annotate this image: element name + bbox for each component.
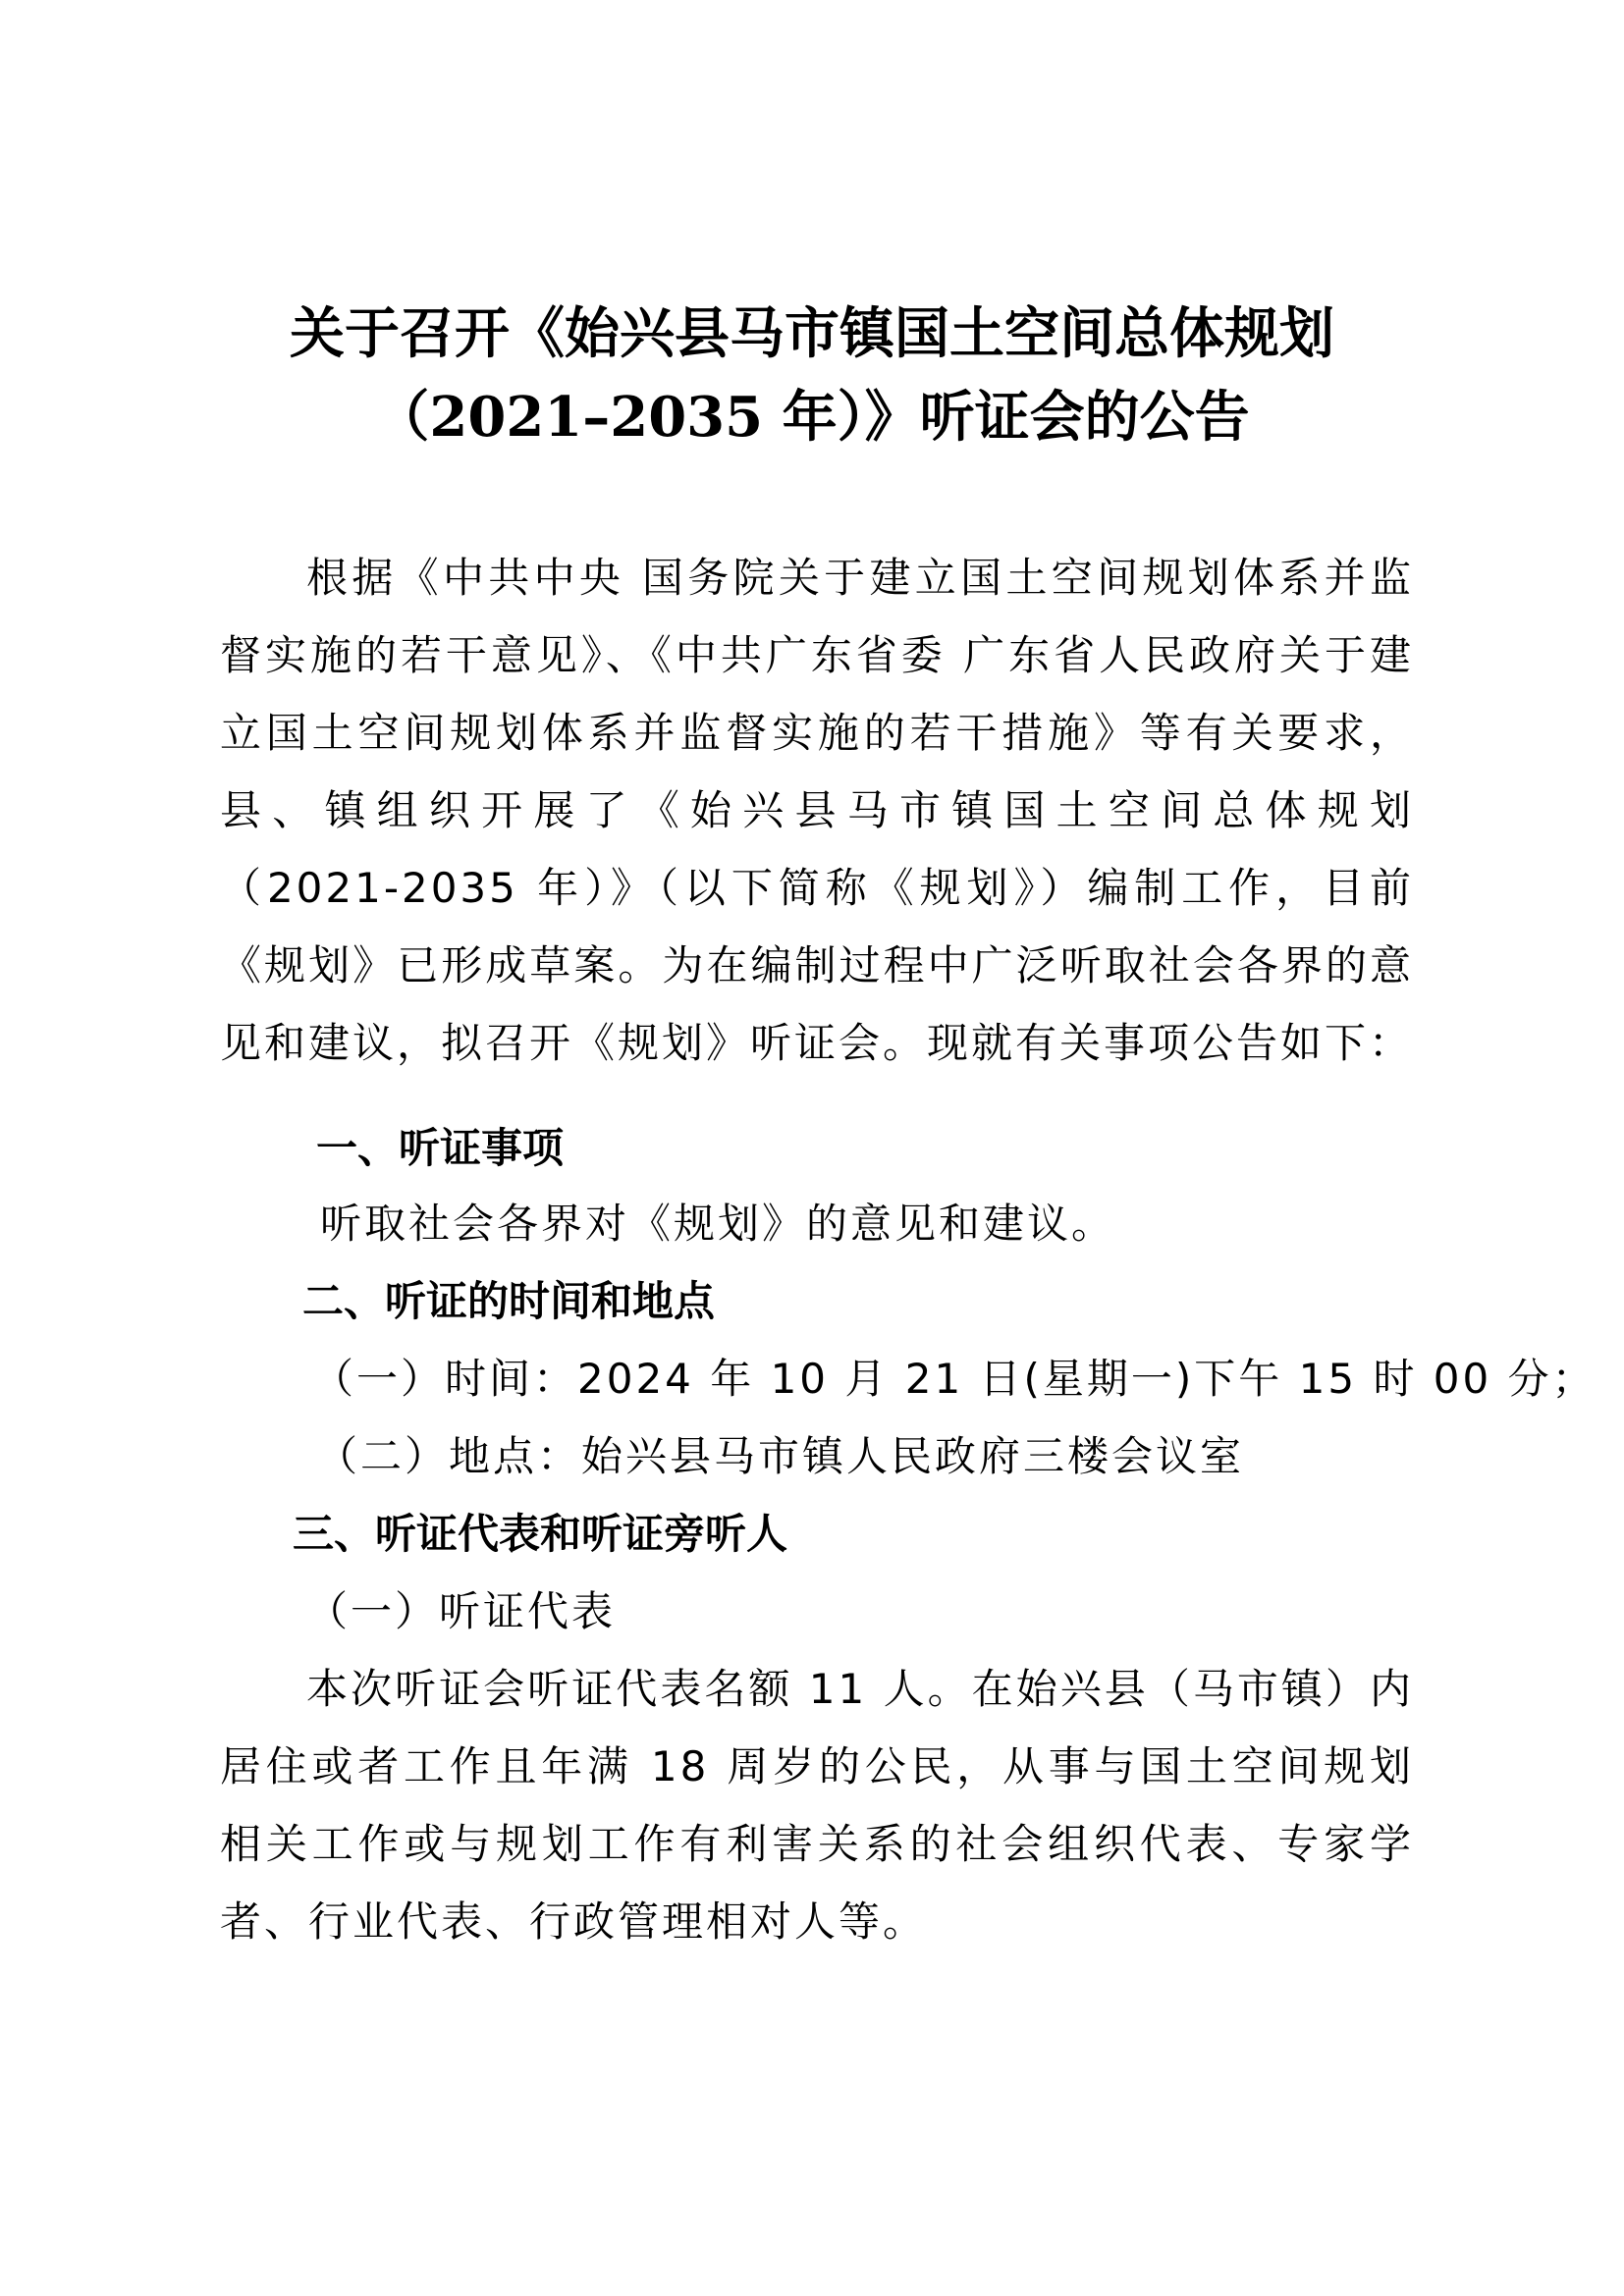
section-2-place: （二）地点：始兴县马市镇人民政府三楼会议室 [316,1432,1245,1480]
section-2-time: （一）时间：2024 年 10 月 21 日(星期一)下午 15 时 00 分； [312,1355,1597,1403]
section-3-subheading-1: （一）听证代表 [306,1587,617,1635]
section-3-text: 本次听证会听证代表名额 11 人。在始兴县（马市镇）内居住或者工作且年满 18 周岁的公民，从事与国土空间规划相关工作或与规划工作有利害关系的社会组织代表、专家学者、行业代表、行政管理相对人等。 [220,1665,1414,1946]
section-1-heading: 一、听证事项 [316,1124,565,1172]
section-3-heading: 三、听证代表和听证旁听人 [293,1510,788,1558]
title-line-2: （2021–2035 年）》听证会的公告 [374,385,1250,450]
section-2-heading: 二、听证的时间和地点 [302,1277,716,1325]
intro-paragraph: 根据《中共中央 国务院关于建立国土空间规划体系并监督实施的若干意见》、《中共广东省委 广东省人民政府关于建立国土空间规划体系并监督实施的若干措施》等有关要求，县、镇组织开展了《始兴县马市镇国土空间总体规划（2021-2035 年）》（以下简称《规划》）编制工作，目前《规划》已形成草案。为在编制过程中广泛听取社会各界的意见和建议，拟召开《规划》听证会。现就有关事项公告如下： [220,554,1414,1067]
section-1-text: 听取社会各界对《规划》的意见和建议。 [320,1200,1116,1248]
title-line-1: 关于召开《始兴县马市镇国土空间总体规划 [290,301,1334,366]
